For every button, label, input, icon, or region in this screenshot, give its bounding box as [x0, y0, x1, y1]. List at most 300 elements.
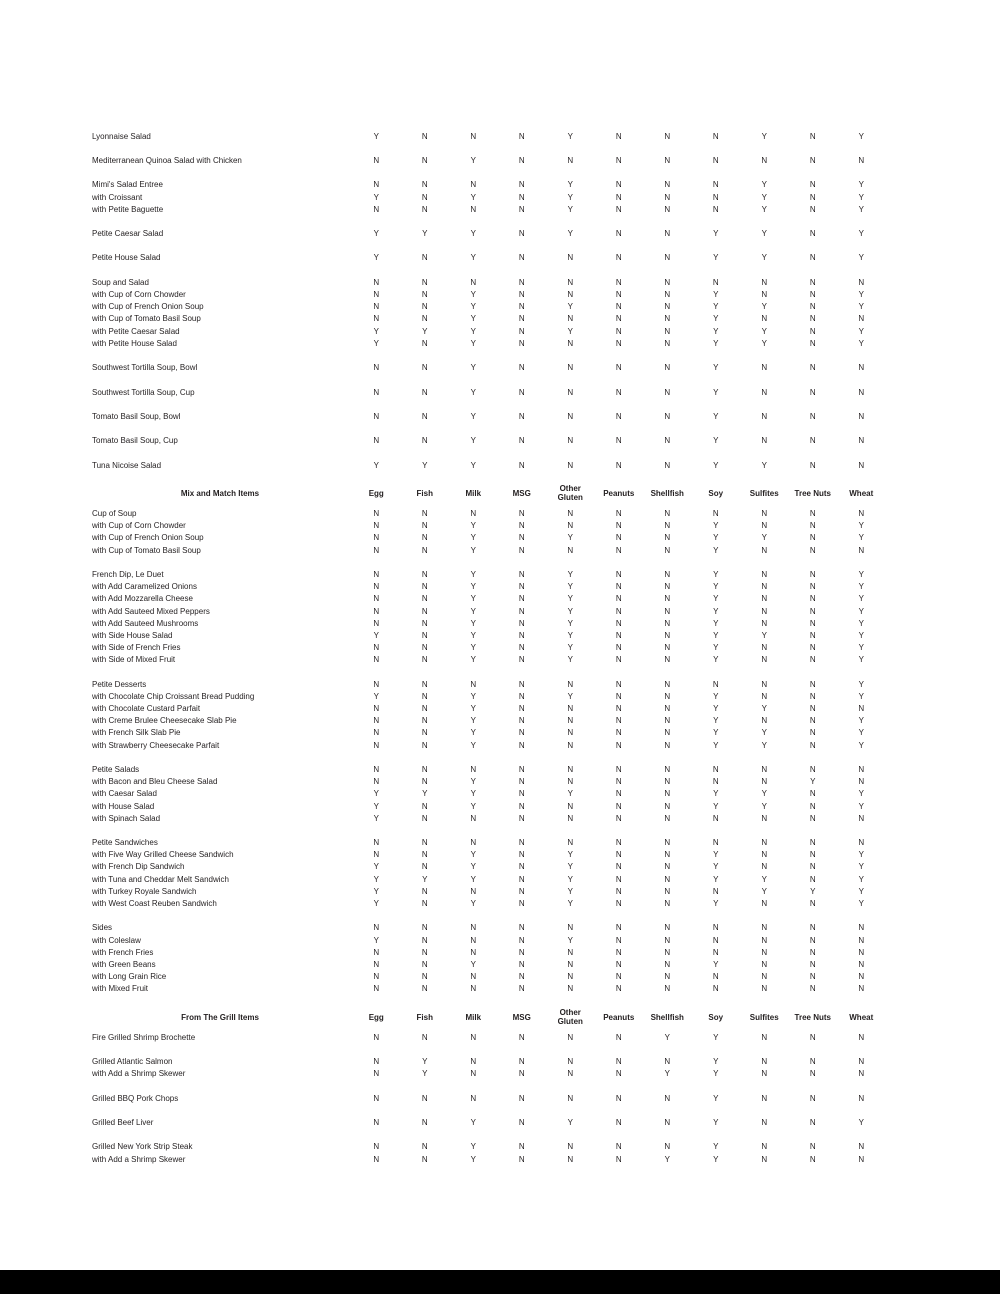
allergen-value: Y: [567, 606, 573, 616]
allergen-value: Y: [858, 192, 864, 202]
allergen-value: N: [664, 728, 671, 738]
allergen-value: N: [470, 984, 477, 994]
allergen-value: N: [373, 740, 380, 750]
allergen-value: N: [615, 533, 622, 543]
allergen-value: N: [518, 923, 525, 933]
allergen-value: Y: [761, 180, 767, 190]
allergen-value: Y: [373, 886, 379, 896]
allergen-value: N: [421, 643, 428, 653]
allergen-value: N: [421, 436, 428, 446]
allergen-value: Y: [858, 131, 864, 141]
allergen-value: N: [518, 192, 525, 202]
allergen-value: N: [664, 460, 671, 470]
allergen-value: N: [809, 326, 816, 336]
allergen-value: N: [664, 290, 671, 300]
allergen-value: Y: [713, 594, 719, 604]
allergen-value: N: [809, 1142, 816, 1152]
allergen-value: N: [761, 972, 768, 982]
allergen-value: Y: [567, 899, 573, 909]
item-name: Mediterranean Quinoa Salad with Chicken: [92, 155, 242, 165]
allergen-value: Y: [470, 899, 476, 909]
allergen-value: N: [518, 1093, 525, 1103]
section-header-row: [92, 483, 888, 503]
allergen-value: N: [761, 1118, 768, 1128]
table-row: [92, 605, 888, 617]
allergen-value: Y: [858, 789, 864, 799]
allergen-value: Y: [567, 850, 573, 860]
allergen-value: N: [809, 899, 816, 909]
table-row: [92, 228, 888, 240]
column-header: Other Gluten: [557, 1008, 583, 1027]
allergen-value: N: [421, 569, 428, 579]
table-row: [92, 849, 888, 861]
allergen-value: N: [567, 704, 574, 714]
allergen-value: N: [615, 582, 622, 592]
item-name: with Cup of Tomato Basil Soup: [92, 314, 201, 324]
allergen-value: N: [518, 131, 525, 141]
allergen-value: N: [567, 972, 574, 982]
allergen-value: N: [421, 618, 428, 628]
item-name: Petite Salads: [92, 764, 140, 774]
allergen-value: N: [664, 679, 671, 689]
allergen-value: N: [567, 728, 574, 738]
allergen-value: N: [518, 630, 525, 640]
allergen-value: N: [421, 972, 428, 982]
allergen-value: N: [567, 801, 574, 811]
column-header: Tree Nuts: [794, 488, 831, 498]
item-name: with Bacon and Bleu Cheese Salad: [92, 777, 218, 787]
allergen-value: Y: [567, 131, 573, 141]
allergen-value: N: [567, 777, 574, 787]
allergen-value: N: [373, 569, 380, 579]
allergen-value: Y: [858, 618, 864, 628]
allergen-value: N: [761, 387, 768, 397]
allergen-value: N: [518, 643, 525, 653]
allergen-value: Y: [713, 630, 719, 640]
allergen-value: N: [518, 290, 525, 300]
allergen-value: N: [615, 253, 622, 263]
allergen-value: Y: [373, 935, 379, 945]
allergen-value: Y: [567, 302, 573, 312]
allergen-value: Y: [470, 606, 476, 616]
allergen-value: N: [518, 899, 525, 909]
item-name: with Long Grain Rice: [92, 972, 167, 982]
allergen-value: Y: [373, 192, 379, 202]
allergen-value: N: [615, 801, 622, 811]
allergen-value: N: [809, 1154, 816, 1164]
allergen-value: N: [421, 155, 428, 165]
allergen-value: N: [761, 363, 768, 373]
allergen-value: Y: [422, 789, 428, 799]
item-group: [92, 1141, 888, 1165]
allergen-value: N: [567, 338, 574, 348]
table-row: [92, 763, 888, 775]
allergen-value: N: [421, 959, 428, 969]
allergen-value: Y: [713, 533, 719, 543]
allergen-value: N: [761, 838, 768, 848]
allergen-value: N: [373, 1154, 380, 1164]
allergen-value: Y: [713, 1057, 719, 1067]
allergen-value: N: [615, 229, 622, 239]
allergen-value: N: [373, 1118, 380, 1128]
allergen-value: Y: [858, 582, 864, 592]
allergen-value: N: [761, 1142, 768, 1152]
allergen-value: Y: [713, 1093, 719, 1103]
allergen-value: N: [712, 679, 719, 689]
allergen-value: N: [567, 923, 574, 933]
table-row: [92, 252, 888, 264]
item-group: [92, 568, 888, 666]
allergen-value: N: [615, 959, 622, 969]
allergen-value: N: [421, 192, 428, 202]
allergen-value: N: [518, 509, 525, 519]
allergen-value: N: [664, 923, 671, 933]
allergen-value: N: [664, 582, 671, 592]
allergen-value: N: [518, 1154, 525, 1164]
item-group: [92, 763, 888, 824]
allergen-value: N: [615, 728, 622, 738]
column-header: Egg: [368, 488, 384, 498]
allergen-value: N: [567, 1154, 574, 1164]
allergen-value: Y: [567, 691, 573, 701]
allergen-value: N: [615, 131, 622, 141]
allergen-value: N: [518, 363, 525, 373]
allergen-value: N: [421, 411, 428, 421]
allergen-value: N: [373, 509, 380, 519]
item-group: [92, 362, 888, 374]
allergen-value: N: [809, 630, 816, 640]
allergen-value: Y: [373, 789, 379, 799]
allergen-value: N: [373, 363, 380, 373]
allergen-value: Y: [713, 521, 719, 531]
allergen-value: N: [809, 594, 816, 604]
table-row: [92, 1056, 888, 1068]
allergen-value: N: [373, 679, 380, 689]
allergen-value: N: [664, 1142, 671, 1152]
allergen-value: N: [421, 679, 428, 689]
allergen-value: Y: [761, 874, 767, 884]
allergen-value: N: [761, 1032, 768, 1042]
allergen-value: Y: [470, 801, 476, 811]
allergen-value: N: [615, 1069, 622, 1079]
allergen-value: N: [664, 387, 671, 397]
allergen-value: N: [809, 740, 816, 750]
item-name: with Turkey Royale Sandwich: [92, 886, 197, 896]
table-row: [92, 727, 888, 739]
allergen-value: N: [615, 862, 622, 872]
allergen-value: N: [761, 436, 768, 446]
allergen-value: N: [761, 582, 768, 592]
allergen-value: N: [858, 387, 865, 397]
item-name: Tuna Nicoise Salad: [92, 460, 162, 470]
allergen-value: N: [615, 460, 622, 470]
allergen-value: Y: [567, 643, 573, 653]
allergen-value: N: [615, 643, 622, 653]
table-row: [92, 325, 888, 337]
table-row: [92, 934, 888, 946]
allergen-value: Y: [422, 1057, 428, 1067]
allergen-value: Y: [713, 460, 719, 470]
table-row: [92, 1092, 888, 1104]
allergen-value: N: [567, 740, 574, 750]
table-row: [92, 922, 888, 934]
allergen-value: N: [421, 813, 428, 823]
item-name: with Chocolate Custard Parfait: [92, 704, 201, 714]
allergen-value: Y: [858, 521, 864, 531]
allergen-value: N: [664, 326, 671, 336]
allergen-value: N: [858, 959, 865, 969]
allergen-value: N: [518, 521, 525, 531]
table-row: [92, 678, 888, 690]
allergen-value: N: [615, 630, 622, 640]
allergen-value: Y: [470, 229, 476, 239]
item-name: Petite Sandwiches: [92, 838, 158, 848]
allergen-value: Y: [713, 387, 719, 397]
allergen-value: Y: [713, 1032, 719, 1042]
allergen-value: N: [809, 679, 816, 689]
allergen-value: N: [421, 801, 428, 811]
allergen-value: N: [664, 704, 671, 714]
allergen-value: N: [373, 655, 380, 665]
allergen-value: N: [664, 643, 671, 653]
item-name: French Dip, Le Duet: [92, 569, 164, 579]
allergen-value: N: [567, 764, 574, 774]
allergen-value: N: [664, 509, 671, 519]
allergen-value: N: [712, 277, 719, 287]
table-row: [92, 130, 888, 142]
bottom-bar: [0, 1270, 1000, 1294]
table-row: [92, 337, 888, 349]
allergen-value: N: [664, 947, 671, 957]
allergen-value: N: [761, 606, 768, 616]
allergen-value: N: [421, 509, 428, 519]
allergen-value: Y: [470, 155, 476, 165]
allergen-value: N: [664, 131, 671, 141]
allergen-value: Y: [373, 630, 379, 640]
allergen-value: N: [373, 764, 380, 774]
allergen-value: N: [518, 460, 525, 470]
allergen-value: N: [664, 899, 671, 909]
allergen-value: Y: [761, 533, 767, 543]
allergen-value: N: [664, 606, 671, 616]
allergen-value: Y: [858, 655, 864, 665]
allergen-value: N: [615, 290, 622, 300]
allergen-value: N: [615, 521, 622, 531]
allergen-value: Y: [713, 850, 719, 860]
allergen-value: N: [518, 338, 525, 348]
allergen-value: N: [421, 521, 428, 531]
item-name: with Add a Shrimp Skewer: [92, 1069, 186, 1079]
allergen-value: N: [664, 886, 671, 896]
allergen-value: N: [858, 411, 865, 421]
allergen-value: N: [470, 277, 477, 287]
item-group: [92, 837, 888, 910]
allergen-value: N: [615, 679, 622, 689]
allergen-value: N: [712, 886, 719, 896]
allergen-value: N: [615, 764, 622, 774]
item-group: [92, 1092, 888, 1104]
allergen-value: Y: [470, 1118, 476, 1128]
allergen-value: Y: [422, 229, 428, 239]
allergen-value: N: [518, 314, 525, 324]
allergen-value: Y: [567, 229, 573, 239]
allergen-value: Y: [470, 411, 476, 421]
allergen-value: N: [518, 411, 525, 421]
allergen-value: N: [809, 947, 816, 957]
allergen-value: N: [421, 302, 428, 312]
allergen-value: N: [470, 972, 477, 982]
allergen-value: N: [761, 716, 768, 726]
allergen-value: N: [518, 838, 525, 848]
allergen-value: N: [421, 180, 428, 190]
allergen-value: N: [664, 618, 671, 628]
allergen-value: N: [664, 655, 671, 665]
allergen-value: Y: [470, 691, 476, 701]
allergen-value: N: [567, 521, 574, 531]
column-header: Peanuts: [603, 1012, 635, 1022]
allergen-value: Y: [567, 180, 573, 190]
item-name: Southwest Tortilla Soup, Cup: [92, 387, 195, 397]
table-row: [92, 1068, 888, 1080]
allergen-value: N: [421, 947, 428, 957]
allergen-value: N: [421, 862, 428, 872]
allergen-value: N: [421, 704, 428, 714]
allergen-value: N: [421, 838, 428, 848]
allergen-value: N: [567, 716, 574, 726]
item-name: Fire Grilled Shrimp Brochette: [92, 1032, 196, 1042]
allergen-value: N: [761, 959, 768, 969]
allergen-value: N: [421, 935, 428, 945]
allergen-value: Y: [470, 253, 476, 263]
allergen-value: Y: [470, 1154, 476, 1164]
allergen-value: N: [615, 874, 622, 884]
allergen-value: Y: [567, 630, 573, 640]
allergen-value: N: [470, 935, 477, 945]
allergen-value: N: [615, 302, 622, 312]
allergen-value: Y: [713, 363, 719, 373]
allergen-value: N: [373, 777, 380, 787]
allergen-value: N: [373, 545, 380, 555]
allergen-value: N: [664, 959, 671, 969]
allergen-value: N: [809, 1118, 816, 1128]
item-name: with Strawberry Cheesecake Parfait: [92, 740, 220, 750]
allergen-value: N: [615, 192, 622, 202]
allergen-value: N: [761, 618, 768, 628]
allergen-value: Y: [713, 801, 719, 811]
item-name: with Green Beans: [92, 959, 156, 969]
allergen-value: N: [664, 363, 671, 373]
allergen-value: Y: [567, 935, 573, 945]
allergen-value: Y: [713, 874, 719, 884]
allergen-value: N: [761, 1154, 768, 1164]
allergen-value: Y: [470, 569, 476, 579]
table-row: [92, 507, 888, 519]
allergen-value: Y: [470, 728, 476, 738]
allergen-value: N: [664, 984, 671, 994]
allergen-value: Y: [858, 253, 864, 263]
allergen-value: N: [809, 716, 816, 726]
column-header: Milk: [465, 1012, 482, 1022]
allergen-value: N: [518, 229, 525, 239]
allergen-value: N: [761, 935, 768, 945]
allergen-value: Y: [470, 704, 476, 714]
allergen-value: Y: [713, 740, 719, 750]
allergen-value: N: [664, 229, 671, 239]
allergen-value: N: [664, 545, 671, 555]
allergen-value: N: [518, 789, 525, 799]
allergen-value: Y: [567, 1118, 573, 1128]
allergen-value: N: [518, 704, 525, 714]
item-name: with Coleslaw: [92, 935, 141, 945]
allergen-value: N: [858, 1142, 865, 1152]
allergen-value: Y: [713, 704, 719, 714]
allergen-value: N: [567, 1032, 574, 1042]
allergen-value: N: [615, 813, 622, 823]
allergen-value: N: [518, 302, 525, 312]
allergen-value: Y: [713, 314, 719, 324]
allergen-value: N: [809, 923, 816, 933]
allergen-value: N: [858, 1154, 865, 1164]
allergen-value: Y: [470, 959, 476, 969]
allergen-value: N: [421, 314, 428, 324]
allergen-value: N: [809, 813, 816, 823]
section-header-row: [92, 1007, 888, 1027]
allergen-value: N: [615, 655, 622, 665]
allergen-value: Y: [470, 533, 476, 543]
table-row: [92, 593, 888, 605]
item-name: Sides: [92, 923, 113, 933]
allergen-value: N: [421, 1032, 428, 1042]
allergen-value: Y: [761, 740, 767, 750]
allergen-value: N: [761, 777, 768, 787]
item-name: Grilled Atlantic Salmon: [92, 1057, 173, 1067]
allergen-value: N: [518, 1069, 525, 1079]
allergen-value: Y: [373, 862, 379, 872]
allergen-value: Y: [761, 789, 767, 799]
allergen-value: N: [615, 338, 622, 348]
allergen-value: N: [518, 813, 525, 823]
allergen-value: Y: [761, 704, 767, 714]
allergen-value: N: [664, 1118, 671, 1128]
allergen-value: N: [421, 363, 428, 373]
allergen-value: N: [664, 740, 671, 750]
allergen-value: N: [421, 777, 428, 787]
table-row: [92, 1031, 888, 1043]
allergen-value: N: [712, 155, 719, 165]
allergen-value: N: [615, 740, 622, 750]
allergen-value: N: [470, 1032, 477, 1042]
allergen-value: N: [615, 545, 622, 555]
allergen-value: N: [809, 1093, 816, 1103]
table-row: [92, 971, 888, 983]
allergen-value: Y: [858, 338, 864, 348]
allergen-value: N: [809, 874, 816, 884]
allergen-value: N: [470, 1069, 477, 1079]
item-name: Petite Caesar Salad: [92, 229, 164, 239]
allergen-value: N: [809, 984, 816, 994]
allergen-value: N: [615, 972, 622, 982]
allergen-value: Y: [858, 899, 864, 909]
table-row: [92, 642, 888, 654]
item-group: [92, 386, 888, 398]
allergen-value: N: [421, 1142, 428, 1152]
allergen-value: Y: [858, 533, 864, 543]
allergen-value: Y: [858, 691, 864, 701]
allergen-value: Y: [422, 874, 428, 884]
column-header: Peanuts: [603, 488, 635, 498]
allergen-value: N: [858, 838, 865, 848]
allergen-value: N: [809, 521, 816, 531]
